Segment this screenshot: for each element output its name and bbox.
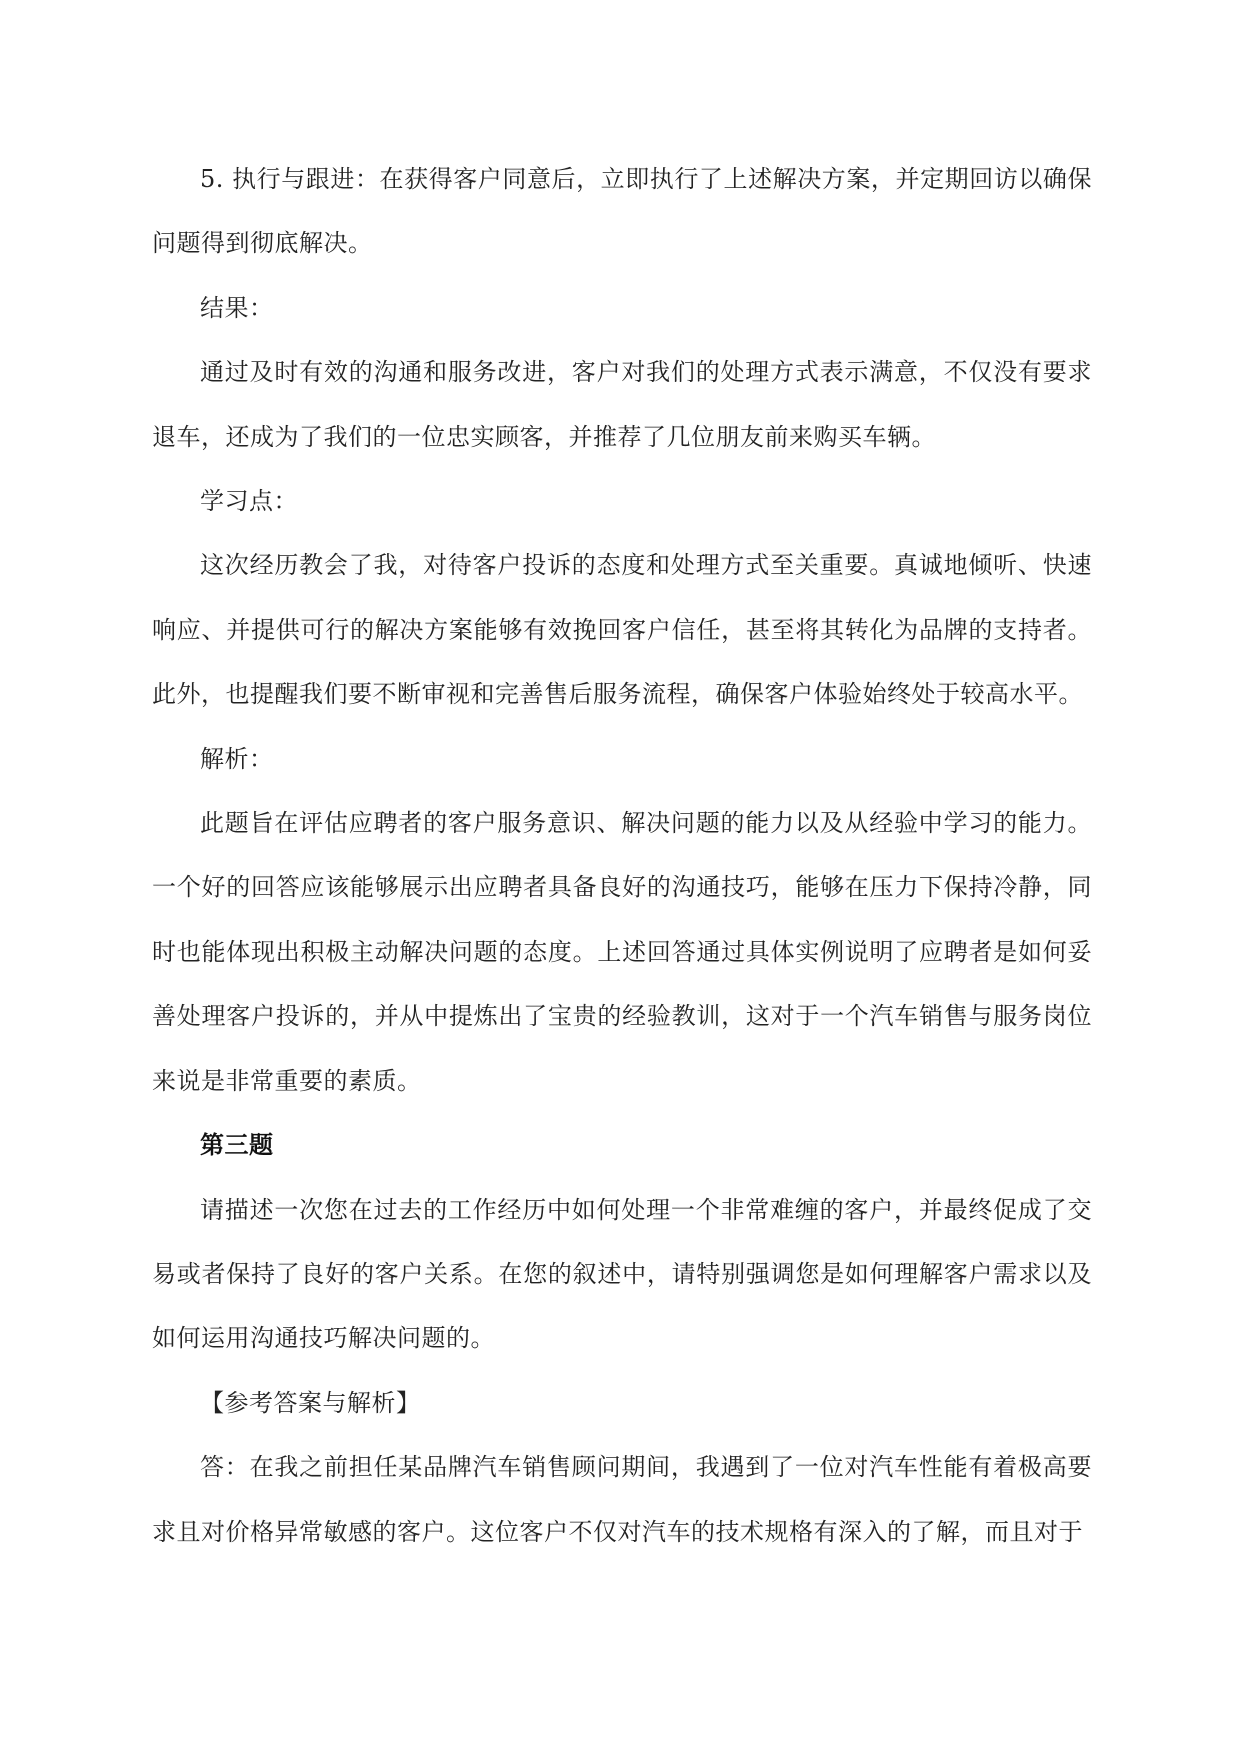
analysis-label: 解析： (200, 744, 274, 773)
reference-answer-label: 【参考答案与解析】 (200, 1388, 421, 1417)
answer-paragraph: 答：在我之前担任某品牌汽车销售顾问期间，我遇到了一位对汽车性能有着极高要求且对价格异常敏感的客户。这位客户不仅对汽车的技术规格有深入的了解，而且对于 (152, 1453, 1092, 1546)
analysis-paragraph: 此题旨在评估应聘者的客户服务意识、解决问题的能力以及从经验中学习的能力。一个好的回答应该能够展示出应聘者具备良好的沟通技巧，能够在压力下保持冷静，同时也能体现出积极主动解决问题的态度。上述回答通过具体实例说明了应聘者是如何妥善处理客户投诉的，并从中提炼出了宝贵的经验教训，这对于一个汽车销售与服务岗位来说是非常重要的素质。 (152, 809, 1092, 1095)
question-3-heading: 第三题 (200, 1131, 274, 1160)
step-5-paragraph: 5. 执行与跟进：在获得客户同意后，立即执行了上述解决方案，并定期回访以确保问题得到彻底解决。 (152, 165, 1092, 258)
result-paragraph: 通过及时有效的沟通和服务改进，客户对我们的处理方式表示满意，不仅没有要求退车，还成为了我们的一位忠实顾客，并推荐了几位朋友前来购买车辆。 (152, 358, 1092, 451)
learning-label: 学习点： (200, 487, 298, 516)
question-3-paragraph: 请描述一次您在过去的工作经历中如何处理一个非常难缠的客户，并最终促成了交易或者保持了良好的客户关系。在您的叙述中，请特别强调您是如何理解客户需求以及如何运用沟通技巧解决问题的。 (152, 1195, 1092, 1353)
result-label: 结果： (200, 293, 274, 322)
document-body (152, 147, 1092, 1564)
learning-paragraph: 这次经历教会了我，对待客户投诉的态度和处理方式至关重要。真诚地倾听、快速响应、并提供可行的解决方案能够有效挽回客户信任，甚至将其转化为品牌的支持者。此外，也提醒我们要不断审视和完善售后服务流程，确保客户体验始终处于较高水平。 (152, 551, 1092, 709)
